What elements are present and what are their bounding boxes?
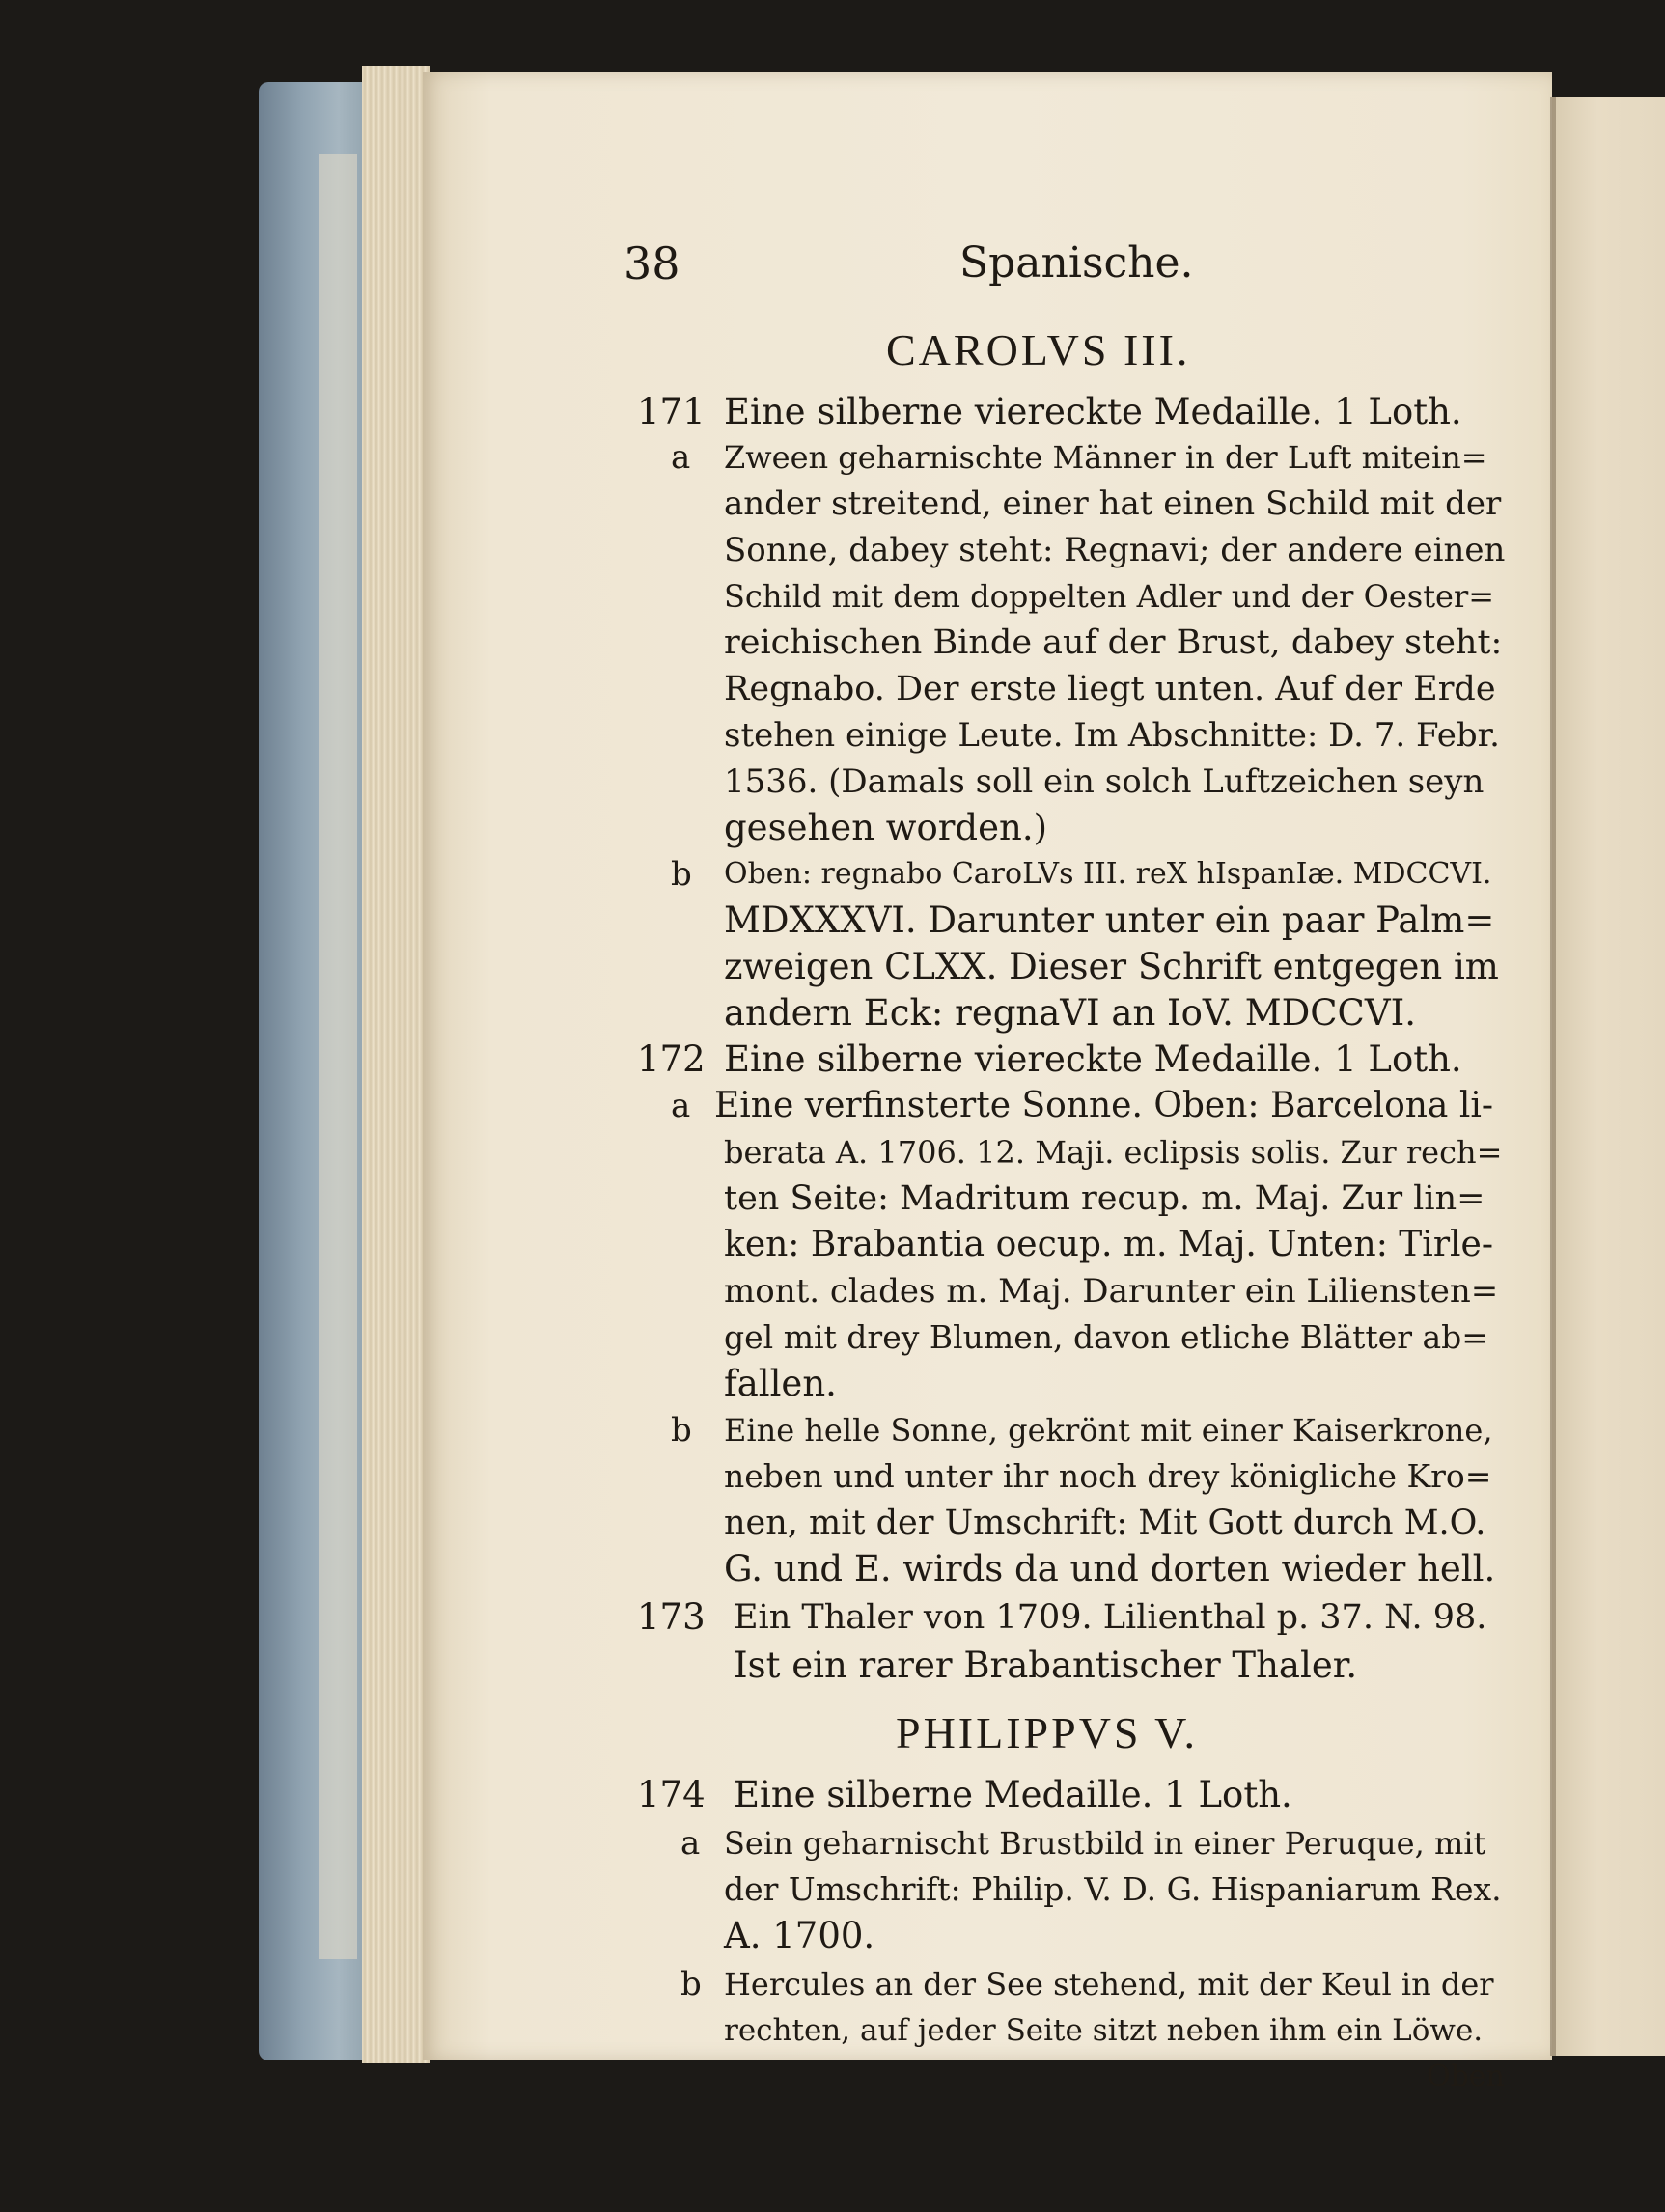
text-line: 1536. (Damals soll ein solch Luftzeichen seyn <box>724 762 1485 801</box>
section-title: PHILIPPVS V. <box>896 1708 1198 1757</box>
text-line: gel mit drey Blumen, davon etliche Blätter ab= <box>724 1318 1488 1356</box>
text-line: reichischen Binde auf der Brust, dabey steht: <box>724 623 1503 662</box>
entry-heading: Eine silberne viereckte Medaille. 1 Loth. <box>724 1038 1462 1080</box>
page-number: 38 <box>624 237 680 290</box>
text-line: Schild mit dem doppelten Adler und der Oester= <box>724 578 1495 615</box>
entry-heading: Ein Thaler von 1709. Lilienthal p. 37. N. 98. <box>734 1598 1487 1637</box>
text-line: A. 1700. <box>724 1915 875 1956</box>
text-line: ander streitend, einer hat einen Schild mit der <box>724 484 1502 523</box>
text-line: zweigen CLXX. Dieser Schrift entgegen im <box>724 946 1499 987</box>
entry-number: 173 <box>637 1596 706 1638</box>
text-line: ken: Brabantia oecup. m. Maj. Unten: Tirle- <box>724 1225 1494 1264</box>
entry-number: 172 <box>637 1038 706 1080</box>
item-mark: a <box>680 1824 701 1863</box>
item-mark: b <box>671 1411 692 1450</box>
text-line: fallen. <box>724 1363 837 1404</box>
text-line: der Umschrift: Philip. V. D. G. Hispaniarum Rex. <box>724 1870 1502 1908</box>
item-mark: b <box>671 855 692 894</box>
entry-heading: Eine silberne viereckte Medaille. 1 Loth. <box>724 391 1462 432</box>
text-line: G. und E. wirds da und dorten wieder hell. <box>724 1548 1496 1590</box>
text-line: berata A. 1706. 12. Maji. eclipsis solis. Zur rech= <box>724 1134 1503 1171</box>
text-line: stehen einige Leute. Im Abschnitte: D. 7. Febr. <box>724 716 1500 755</box>
catchword: Oben <box>1427 2060 1505 2093</box>
item-mark: b <box>680 1965 702 2004</box>
text-line: gesehen worden.) <box>724 807 1048 848</box>
text-line: neben und unter ihr noch drey königliche Kro= <box>724 1457 1492 1495</box>
entry-heading: Eine silberne Medaille. 1 Loth. <box>734 1774 1292 1815</box>
item-mark: a <box>671 1087 691 1125</box>
item-mark: a <box>671 438 691 477</box>
section-title: CAROLVS III. <box>886 325 1191 374</box>
entry-number: 174 <box>637 1774 706 1815</box>
text-line: ten Seite: Madritum recup. m. Maj. Zur lin= <box>724 1179 1485 1218</box>
text-line: MDXXXVI. Darunter unter ein paar Palm= <box>724 899 1495 941</box>
text-line: nen, mit der Umschrift: Mit Gott durch M.O. <box>724 1504 1486 1542</box>
text-line: Sonne, dabey steht: Regnavi; der andere einen <box>724 531 1506 569</box>
running-title: Spanische. <box>959 238 1194 288</box>
text-line: Ist ein rarer Brabantischer Thaler. <box>734 1645 1358 1686</box>
text-line: mont. clades m. Maj. Darunter ein Liliensten= <box>724 1272 1499 1311</box>
text-line: Zween geharnischte Männer in der Luft mitein= <box>724 439 1487 476</box>
text-line: andern Eck: regnaVI an IoV. MDCCVI. <box>724 992 1416 1034</box>
text-line: Eine verfinsterte Sonne. Oben: Barcelona li- <box>714 1086 1494 1125</box>
text-line: Sein geharnischt Brustbild in einer Peruque, mit <box>724 1825 1486 1862</box>
text-line: Eine helle Sonne, gekrönt mit einer Kaiserkrone, <box>724 1412 1493 1449</box>
text-line: rechten, auf jeder Seite sitzt neben ihm ein Löwe. <box>724 2013 1484 2048</box>
entry-number: 171 <box>637 391 706 432</box>
text-line: Oben: regnabo CaroLVs III. reX hIspanIæ. MDCCVI. <box>724 857 1492 891</box>
text-line: Hercules an der See stehend, mit der Keul in der <box>724 1966 1494 2003</box>
text-line: Regnabo. Der erste liegt unten. Auf der Erde <box>724 670 1496 708</box>
